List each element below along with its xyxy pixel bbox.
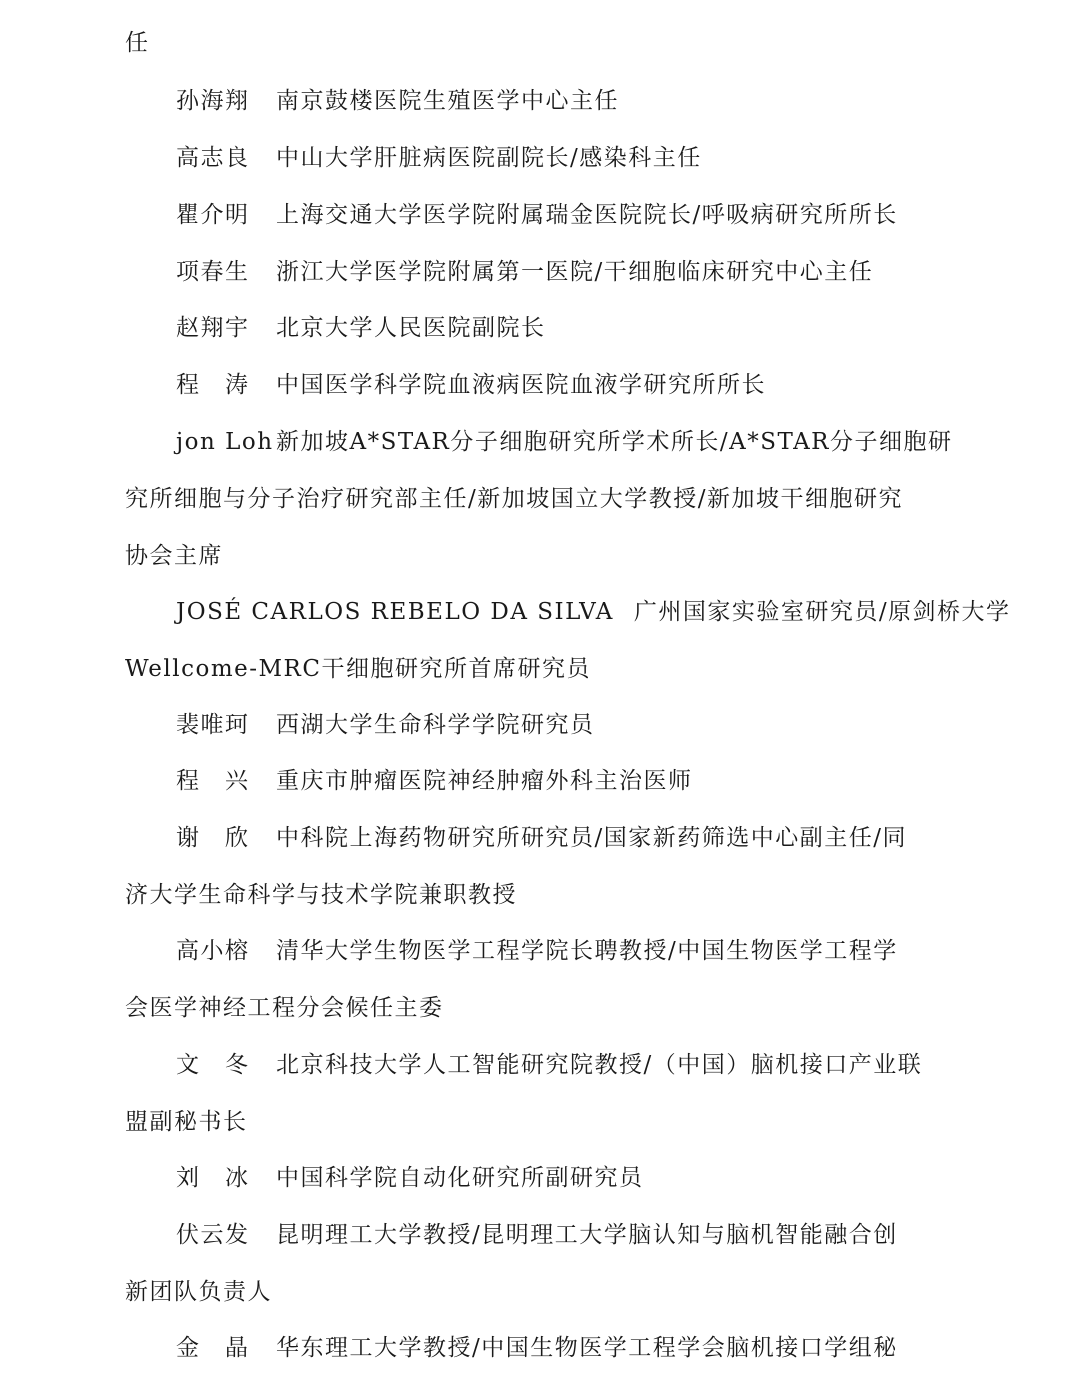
person-title: 上海交通大学医学院附属瑞金医院院长/呼吸病研究所所长 [276,202,898,228]
entry-xiang-chunsheng [176,257,1006,287]
entry-wen-dong-continued: 盟副秘书长 [125,1109,248,1135]
entry-jon-loh-continued: 协会主席 [125,543,223,569]
entry-gao-xiaorong [176,936,1006,966]
person-name: jon Loh [176,429,274,455]
person-title: 中国医学科学院血液病医院血液学研究所所长 [276,372,766,398]
person-name: 程 兴 [176,768,250,794]
entry-fu-yunfa [176,1220,1006,1250]
entry-jose-carlos-continued: Wellcome-MRC干细胞研究所首席研究员 [125,656,591,682]
entry-cheng-tao [176,370,1006,400]
entry-wen-dong [176,1050,1006,1080]
person-name: 文 冬 [176,1052,250,1078]
person-name: 高小榕 [176,938,250,964]
entry-zhao-xiangyu [176,313,1006,343]
person-name: 程 涛 [176,372,250,398]
entry-jon-loh-continued: 究所细胞与分子治疗研究部主任/新加坡国立大学教授/新加坡干细胞研究 [125,486,903,512]
person-title: 中科院上海药物研究所研究员/国家新药筛选中心副主任/同 [276,825,907,851]
person-title: 南京鼓楼医院生殖医学中心主任 [276,88,619,114]
person-name: JOSÉ CARLOS REBELO DA SILVA [176,599,614,625]
entry-xie-xin-continued: 济大学生命科学与技术学院兼职教授 [125,882,517,908]
person-title: 中山大学肝脏病医院副院长/感染科主任 [276,145,702,171]
entry-xie-xin [176,823,1006,853]
person-title: 昆明理工大学教授/昆明理工大学脑认知与脑机智能融合创 [276,1222,898,1248]
person-name: 谢 欣 [176,825,250,851]
person-name: 孙海翔 [176,88,250,114]
person-name: 瞿介明 [176,202,250,228]
person-name: 刘 冰 [176,1165,250,1191]
person-title: 中国科学院自动化研究所副研究员 [276,1165,644,1191]
person-name: 裴唯珂 [176,712,250,738]
continued-text-line: 任 [125,30,150,56]
entry-qu-jieming [176,200,1006,230]
entry-jose-carlos [176,597,1011,627]
person-title: 华东理工大学教授/中国生物医学工程学会脑机接口学组秘 [276,1335,898,1361]
entry-gao-xiaorong-continued: 会医学神经工程分会候任主委 [125,995,444,1021]
person-title: 北京大学人民医院副院长 [276,315,546,341]
person-name: 项春生 [176,259,250,285]
person-title: 新加坡A*STAR分子细胞研究所学术所长/A*STAR分子细胞研 [276,429,953,455]
entry-sun-haixiang [176,86,1006,116]
person-name: 高志良 [176,145,250,171]
entry-jon-loh [176,427,1006,457]
person-title: 清华大学生物医学工程学院长聘教授/中国生物医学工程学 [276,938,898,964]
person-title: 重庆市肿瘤医院神经肿瘤外科主治医师 [276,768,693,794]
person-name: 金 晶 [176,1335,250,1361]
entry-liu-bing [176,1163,1006,1193]
person-name: 伏云发 [176,1222,250,1248]
person-title: 北京科技大学人工智能研究院教授/（中国）脑机接口产业联 [276,1052,923,1078]
entry-fu-yunfa-continued: 新团队负责人 [125,1279,272,1305]
entry-jin-jing [176,1333,1006,1363]
person-name: 赵翔宇 [176,315,250,341]
entry-pei-weike [176,710,1006,740]
person-title: 广州国家实验室研究员/原剑桥大学 [633,599,1011,625]
person-title: 浙江大学医学院附属第一医院/干细胞临床研究中心主任 [276,259,874,285]
entry-gao-zhiliang [176,143,1006,173]
person-title: 西湖大学生命科学学院研究员 [276,712,595,738]
entry-cheng-xing [176,766,1006,796]
